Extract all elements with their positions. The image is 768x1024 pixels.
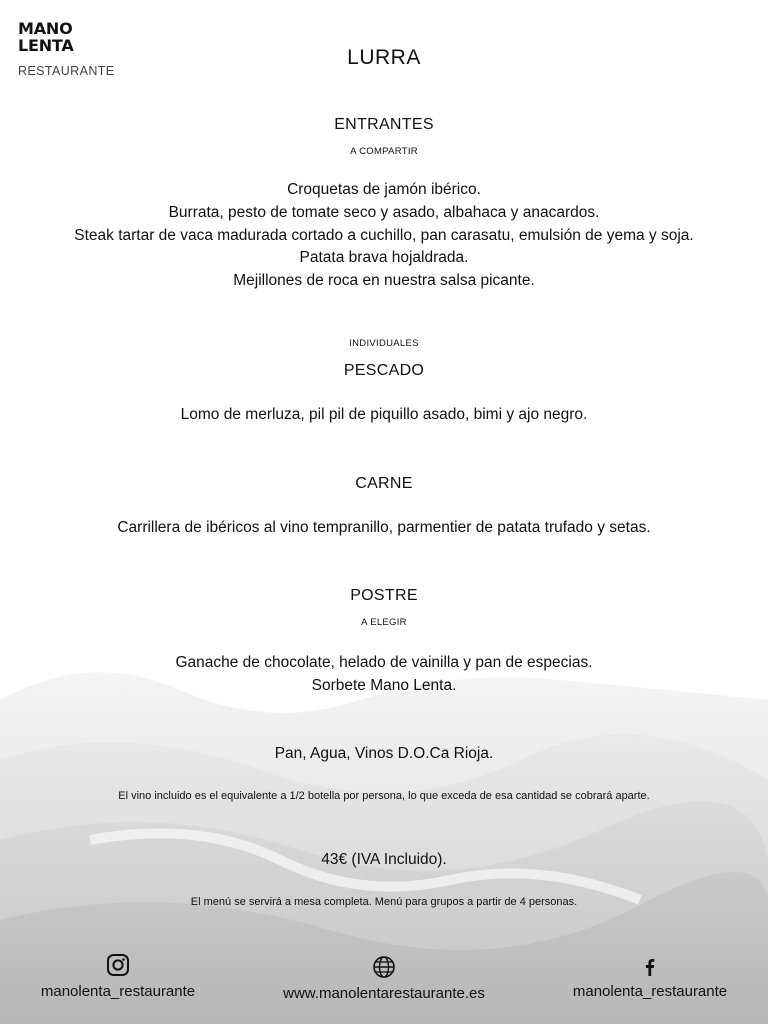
menu-title: LURRA [347, 46, 421, 69]
price-text: 43€ (IVA Incluido). [321, 851, 447, 868]
price-line [0, 849, 768, 872]
section-title-postre: POSTRE [350, 587, 418, 604]
dish-item: Patata brava hojaldrada. [299, 249, 469, 267]
section-title-carne: CARNE [355, 475, 413, 492]
facebook-handle[interactable]: manolenta_restaurante [572, 983, 728, 1000]
brand-name-line2: LENTA [18, 36, 74, 55]
globe-icon [372, 955, 396, 979]
dish-item: Mejillones de roca en nuestra salsa picante. [233, 272, 535, 290]
postre-list [0, 652, 768, 698]
entrantes-list [0, 179, 768, 293]
dish-item: Burrata, pesto de tomate seco y asado, albahaca y anacardos. [168, 203, 600, 221]
dish-item: Croquetas de jamón ibérico. [287, 181, 481, 198]
footer-website[interactable] [264, 955, 504, 1002]
dish-item: Ganache de chocolate, helado de vainilla y pan de especias. [175, 654, 593, 671]
drinks-line [0, 743, 768, 766]
service-note: El menú se servirá a mesa completa. Menú para grupos a partir de 4 personas. [190, 896, 578, 908]
section-subtitle-entrantes: A COMPARTIR [350, 146, 418, 157]
dish-item: Carrillera de ibéricos al vino tempranillo, parmentier de patata trufado y setas. [117, 519, 651, 536]
dish-item: Steak tartar de vaca madurada cortado a cuchillo, pan carasatu, emulsión de yema y soja. [74, 226, 694, 244]
footer-facebook[interactable] [550, 957, 750, 1000]
section-title-entrantes: ENTRANTES [334, 116, 434, 133]
dish-item: Sorbete Mano Lenta. [311, 676, 457, 694]
pescado-list [0, 404, 768, 427]
facebook-icon [640, 957, 660, 977]
section-subtitle-postre: A ELEGIR [361, 617, 407, 628]
instagram-handle[interactable]: manolenta_restaurante [40, 983, 196, 1000]
brand-name-line1: MANO [18, 19, 73, 38]
instagram-icon [106, 953, 130, 977]
brand-subtitle: RESTAURANTE [18, 64, 115, 78]
carne-list [0, 517, 768, 540]
website-link[interactable]: www.manolentarestaurante.es [283, 985, 485, 1002]
dish-item: Lomo de merluza, pil pil de piquillo asado, bimi y ajo negro. [180, 406, 588, 423]
individuales-label: INDIVIDUALES [349, 338, 419, 349]
wine-note: El vino incluido es el equivalente a 1/2 botella por persona, lo que exceda de esa cantidad se cobrará aparte. [118, 790, 650, 802]
footer-instagram[interactable] [18, 953, 218, 1000]
drinks-text: Pan, Agua, Vinos D.O.Ca Rioja. [274, 745, 494, 762]
section-title-pescado: PESCADO [343, 362, 425, 379]
